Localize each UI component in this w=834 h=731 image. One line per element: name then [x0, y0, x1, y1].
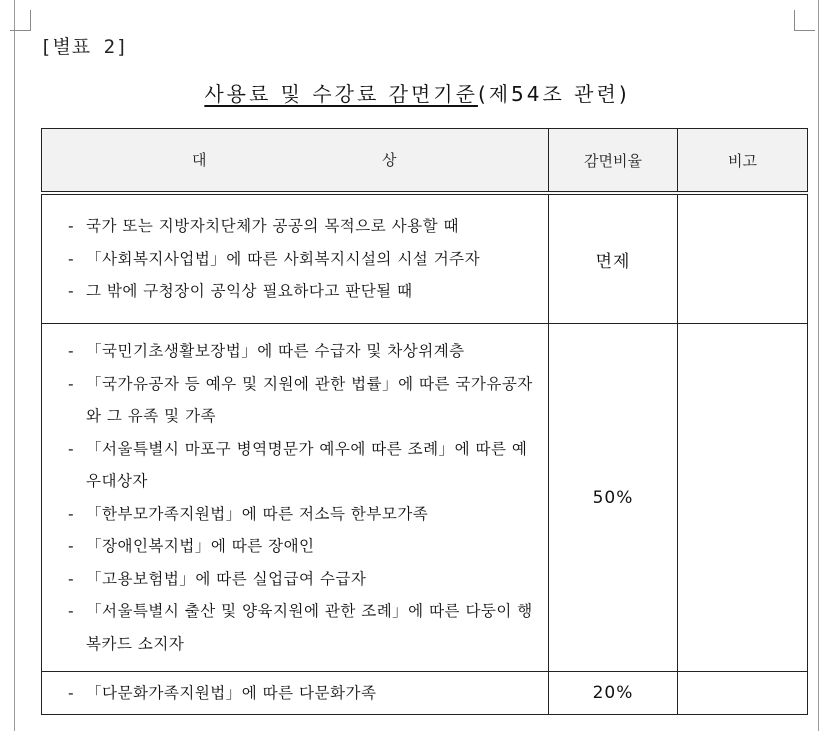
item-text: 「국가유공자 등 예우 및 지원에 관한 법률」에 따른 국가유공자와 그 유족 및 가족 [86, 374, 533, 425]
item-text: 「한부모가족지원법」에 따른 저소득 한부모가족 [86, 504, 429, 523]
header-note: 비고 [678, 129, 808, 194]
list-item: - 「서울특별시 마포구 병역명문가 예우에 따른 조례」에 따른 예우대상자 [68, 439, 528, 490]
document-title [0, 78, 834, 107]
list-item: - 「사회복지사업법」에 따른 사회복지시설의 시설 거주자 [68, 249, 481, 268]
header-target-part1: 대 [192, 151, 207, 169]
list-item: - 「서울특별시 출산 및 양육지원에 관한 조례」에 따른 다둥이 행복카드 소지자 [68, 602, 533, 653]
document-title-main: 사용료 및 수강료 감면기준 [204, 82, 478, 106]
reduction-criteria-table [41, 128, 808, 715]
item-text: 그 밖에 구청장이 공익상 필요하다고 판단될 때 [86, 282, 413, 301]
table-row [42, 193, 808, 324]
list-item: - 국가 또는 지방자치단체가 공공의 목적으로 사용할 때 [68, 217, 459, 236]
list-item: - 「고용보험법」에 따른 실업급여 수급자 [68, 569, 367, 588]
item-text: 「고용보험법」에 따른 실업급여 수급자 [86, 569, 367, 588]
target-cell [42, 672, 549, 715]
page-right-edge [818, 0, 819, 731]
item-text: 「사회복지사업법」에 따른 사회복지시설의 시설 거주자 [86, 249, 481, 268]
page-corner-mark-top-right [794, 10, 815, 31]
list-item: - 그 밖에 구청장이 공익상 필요하다고 판단될 때 [68, 282, 413, 301]
rate-cell: 20% [549, 672, 678, 715]
rate-cell: 50% [549, 324, 678, 672]
table-header-row [42, 129, 808, 194]
item-text: 국가 또는 지방자치단체가 공공의 목적으로 사용할 때 [86, 217, 459, 236]
item-text: 「서울특별시 마포구 병역명문가 예우에 따른 조례」에 따른 예우대상자 [86, 439, 528, 490]
note-cell [678, 324, 808, 672]
item-text: 「국민기초생활보장법」에 따른 수급자 및 차상위계층 [86, 342, 465, 360]
list-item: - 「국가유공자 등 예우 및 지원에 관한 법률」에 따른 국가유공자와 그 유족 및 가족 [68, 374, 533, 425]
note-cell [678, 193, 808, 324]
item-text: 「장애인복지법」에 따른 장애인 [86, 537, 315, 555]
header-rate: 감면비율 [549, 129, 678, 194]
document-title-suffix: (제54조 관련) [477, 82, 630, 106]
note-cell [678, 672, 808, 715]
list-item: - 「다문화가족지원법」에 따른 다문화가족 [68, 683, 377, 702]
header-target [42, 129, 549, 194]
table-row [42, 672, 808, 715]
header-target-part2: 상 [382, 151, 397, 169]
table-row [42, 324, 808, 672]
rate-cell: 면제 [549, 193, 678, 324]
target-cell [42, 324, 549, 672]
item-text: 「다문화가족지원법」에 따른 다문화가족 [86, 683, 377, 702]
list-item: - 「장애인복지법」에 따른 장애인 [68, 537, 315, 555]
page-corner-mark-top-left [10, 10, 31, 31]
annex-label: [별표 2] [40, 36, 129, 58]
list-item: - 「국민기초생활보장법」에 따른 수급자 및 차상위계층 [68, 342, 465, 360]
target-cell [42, 193, 549, 324]
page-left-edge [14, 0, 15, 731]
list-item: - 「한부모가족지원법」에 따른 저소득 한부모가족 [68, 504, 429, 523]
item-text: 「서울특별시 출산 및 양육지원에 관한 조례」에 따른 다둥이 행복카드 소지자 [86, 602, 533, 653]
